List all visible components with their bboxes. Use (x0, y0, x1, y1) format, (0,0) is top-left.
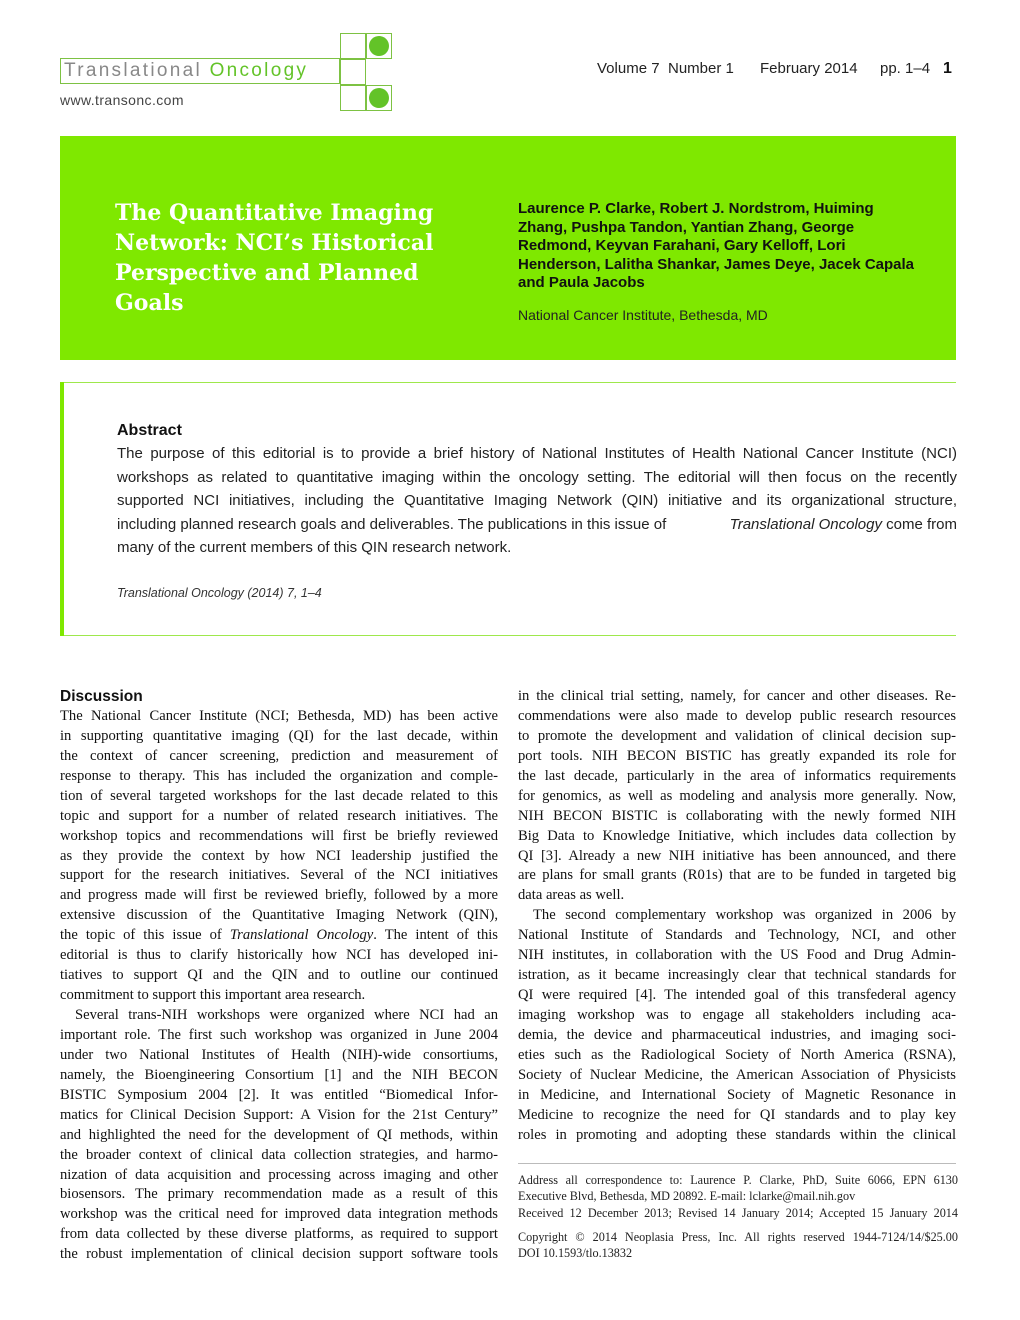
body-line: under two National Institutes of Health (NIH)-wide consortiums, (60, 1046, 498, 1063)
body-line: as they provide the context by how NCI leadership justified the (60, 847, 498, 864)
body-line: tion of several targeted workshops for the last decade related to this (60, 787, 498, 804)
body-line: matics for Clinical Decision Support: A Vision for the 21st Century” (60, 1106, 498, 1123)
journal-logo (64, 58, 308, 84)
body-line: in Medicine, and International Society of Magnetic Resonance in (518, 1086, 956, 1103)
body-line: Society of Nuclear Medicine, the American Association of Physicists (518, 1066, 956, 1083)
abstract-heading: Abstract (117, 422, 182, 439)
logo-word-oncology: Oncology (209, 60, 309, 81)
issue-number: Number 1 (668, 60, 734, 77)
body-line: QI [3]. Already a new NIH initiative has been announced, and there (518, 847, 956, 864)
article-title: The Quantitative Imaging Network: NCI’s Historical Perspective and Planned Goals (115, 200, 434, 316)
body-line: data areas as well. (518, 887, 625, 904)
body-line: roles in promoting and adopting these standards within the clinical (518, 1126, 956, 1143)
body-line: demia, the device and pharmaceutical industries, and imaging soci- (518, 1026, 956, 1043)
affiliation: National Cancer Institute, Bethesda, MD (518, 307, 768, 323)
journal-url[interactable]: www.transonc.com (60, 92, 184, 108)
body-line: Medicine to recognize the need for QI standards and to play key (518, 1106, 956, 1123)
body-line: imaging workshop was to engage all stakeholders including aca- (518, 1007, 956, 1023)
abstract-line: including planned research goals and deliverables. The publications in this issue of Translational Oncology come from (117, 515, 957, 533)
body-line: extensive discussion of the Quantitative Imaging Network (QIN), (60, 907, 498, 924)
body-line: in the clinical trial setting, namely, for cancer and other diseases. Re- (518, 688, 956, 704)
body-line: nization of data acquisition and processing across imaging and other (60, 1166, 498, 1183)
body-line: topic and support for a number of related research initiatives. The (60, 807, 498, 824)
body-line: in supporting quantitative imaging (QI) for the last decade, within (60, 727, 498, 744)
body-line: the broader context of clinical data collection strategies, and harmo- (60, 1146, 498, 1163)
body-line: the robust implementation of clinical decision support software tools (60, 1246, 498, 1263)
abstract-divider-bottom (64, 635, 956, 636)
body-line: commendations were also made to develop public research resources (518, 707, 956, 724)
body-line: Several trans-NIH workshops were organized where NCI had an (75, 1007, 498, 1023)
abstract-line: workshops as related to quantitative imaging within the oncology setting. The editorial will then focus on the recently (117, 468, 957, 486)
journal-name-italic: Translational Oncology (729, 515, 882, 533)
issue-date: February 2014 (760, 60, 858, 77)
volume: Volume 7 (597, 60, 660, 77)
body-line: editorial is thus to clarify historically how NCI has developed ini- (60, 947, 498, 964)
body-line: and progress made will first be reviewed briefly, followed by a more (60, 887, 498, 904)
citation: Translational Oncology (2014) 7, 1–4 (117, 586, 322, 600)
body-line: to promote the development and validation of clinical decision sup- (518, 727, 956, 744)
body-line: for genomics, as well as modeling and analysis more generally. Now, (518, 787, 956, 804)
abstract-text (117, 442, 957, 560)
page-range: pp. 1–4 (880, 60, 931, 77)
doi: DOI 10.1593/tlo.13832 (518, 1246, 633, 1261)
body-line: QI were required [4]. The intended goal of this transfederal agency (518, 987, 956, 1004)
body-line: workshop topics and recommendations will first be briefly reviewed (60, 827, 498, 844)
author-list: Laurence P. Clarke, Robert J. Nordstrom, Huiming Zhang, Pushpa Tandon, Yantian Zhang, George Redmond, Keyvan Farahani, Gary Kelloff, Lori Henderson, Lalitha Shankar, James Deye, Jacek Capala and Paula Jacobs (518, 200, 915, 291)
body-line: The second complementary workshop was organized in 2006 by (533, 907, 956, 924)
received-dates: Received 12 December 2013; Revised 14 January 2014; Accepted 15 January 2014 (518, 1205, 958, 1220)
body-line: commitment to support this important area research. (60, 987, 366, 1004)
body-column-right (518, 687, 956, 1146)
body-line: The National Cancer Institute (NCI; Bethesda, MD) has been active (60, 707, 498, 724)
abstract-line: many of the current members of this QIN research network. (117, 539, 512, 556)
correspondence-line: Address all correspondence to: Laurence P. Clarke, PhD, Suite 6066, EPN 6130 (518, 1173, 958, 1187)
body-line: the last decade, particularly in the area of informatics requirements (518, 767, 956, 784)
body-line: workshop was the critical need for improved data integration methods (60, 1206, 498, 1223)
body-line: istration, as it became increasingly clear that technical standards for (518, 967, 956, 984)
body-line: namely, the Bioengineering Consortium [1] and the NIH BECON (60, 1066, 498, 1083)
footnote-divider (518, 1163, 956, 1164)
abstract-line: supported NCI initiatives, including the Quantitative Imaging Network (QIN) initiative and its organizational structure, (117, 492, 957, 509)
abstract-accent-bar (60, 382, 64, 636)
body-line: Big Data to Knowledge Initiative, which includes data collection by (518, 827, 956, 844)
body-line: port tools. NIH BECON BISTIC has greatly expanded its role for (518, 747, 956, 764)
page-number: 1 (943, 60, 952, 77)
abstract-line: The purpose of this editorial is to provide a brief history of National Institutes of Health National Cancer Institute (NCI) (117, 445, 957, 462)
body-line: support for the research initiatives. Several of the NCI initiatives (60, 867, 498, 884)
body-line: response to therapy. This has included the organization and comple- (60, 767, 498, 784)
body-line: BISTIC Symposium 2004 [2]. It was entitled “Biomedical Infor- (60, 1086, 498, 1103)
body-column-left (60, 687, 498, 1265)
section-heading: Discussion (60, 688, 143, 705)
body-line: are plans for small grants (R01s) that are to be funded in targeted big (518, 867, 956, 884)
correspondence-note (518, 1172, 958, 1221)
body-line: the topic of this issue of Translational Oncology. The intent of this (60, 927, 498, 944)
copyright-note (518, 1229, 958, 1262)
body-line: biosensors. The primary recommendation made as a result of this (60, 1186, 498, 1203)
logo-word-translational: Translational (64, 60, 210, 81)
body-line: tiatives to support QI and the QIN and to outline our continued (60, 967, 498, 984)
body-line: National Institute of Standards and Technology, NCI, and other (518, 927, 956, 944)
body-line: important role. The first such workshop was organized in June 2004 (60, 1026, 498, 1043)
copyright-line: Copyright © 2014 Neoplasia Press, Inc. All rights reserved 1944-7124/14/$25.00 (518, 1230, 958, 1244)
body-line: and highlighted the need for the development of QI methods, within (60, 1126, 498, 1143)
correspondence-line: Executive Blvd, Bethesda, MD 20892. E-mail: lclarke@mail.nih.gov (518, 1189, 856, 1204)
body-line: from data collected by these diverse platforms, as required to support (60, 1226, 498, 1243)
abstract-divider-top (64, 382, 956, 383)
logo-squares-icon (340, 33, 394, 111)
body-line: eties such as the Radiological Society of North America (RSNA), (518, 1046, 956, 1063)
body-line: the context of cancer screening, prediction and measurement of (60, 747, 498, 764)
body-line: NIH BECON BISTIC is collaborating with the newly formed NIH (518, 807, 956, 824)
body-line: NIH institutes, in collaboration with the US Food and Drug Admin- (518, 947, 956, 964)
